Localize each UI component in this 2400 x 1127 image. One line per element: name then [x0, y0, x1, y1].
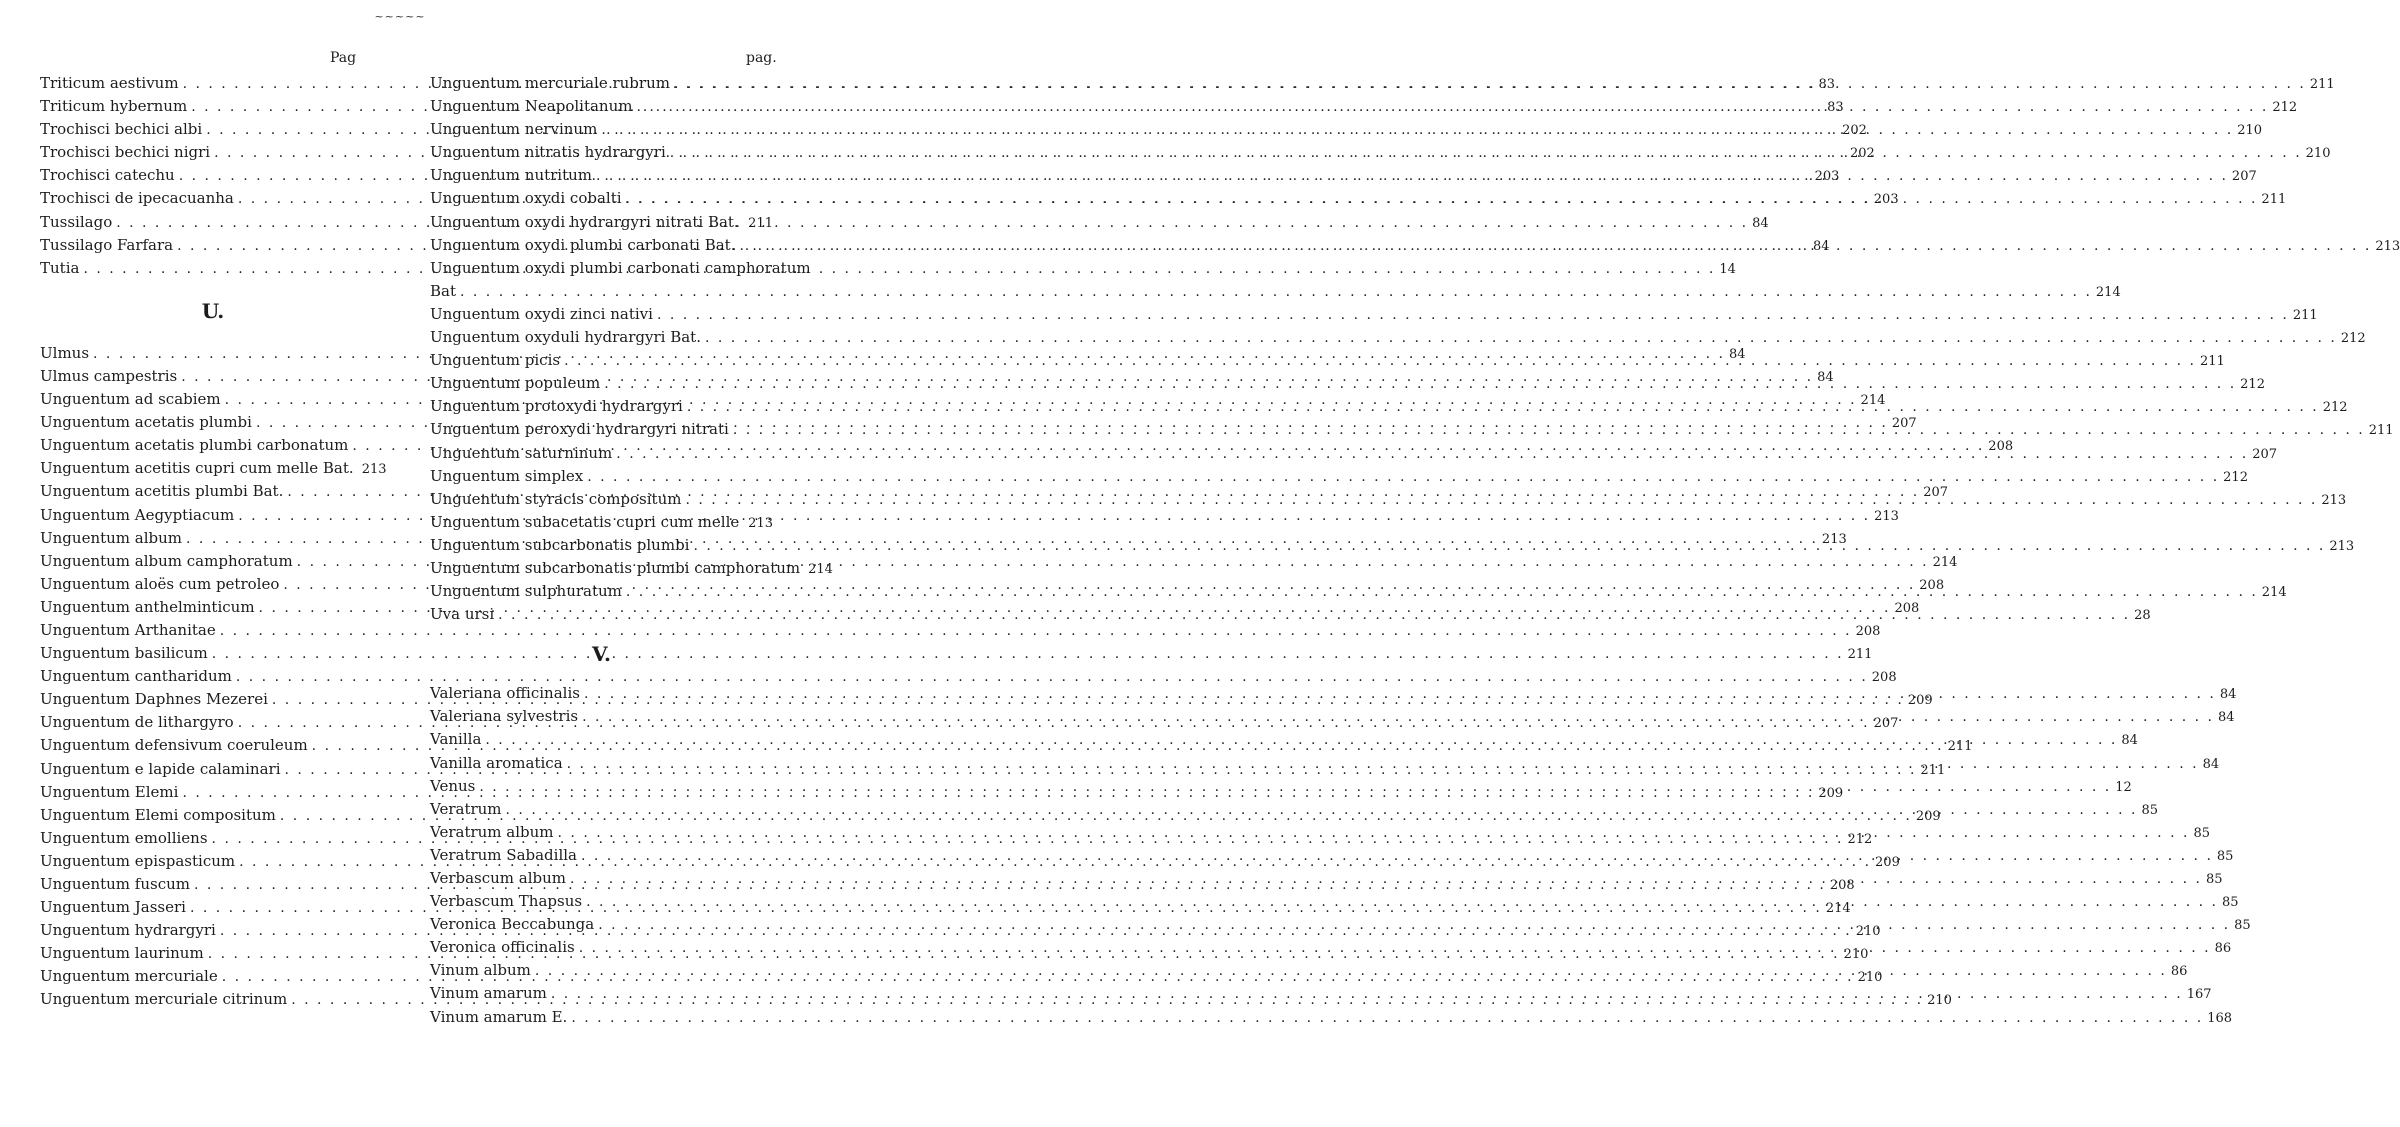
entry-page-number: 214 — [2261, 585, 2287, 601]
entry-page-number: 209 — [1818, 785, 1844, 801]
entry-page-number: 211 — [2309, 77, 2335, 92]
dot-leader — [670, 142, 2302, 165]
entry-name: Unguentum styracis compositum — [430, 489, 682, 508]
index-entry — [40, 665, 1897, 688]
index-entry — [430, 257, 811, 280]
entry-page-number: 207 — [1873, 716, 1899, 732]
entry-name: Unguentum Aegyptiacum — [40, 505, 235, 524]
dot-leader — [564, 350, 2196, 373]
entry-name: Unguentum aloës cum petroleo — [40, 574, 280, 593]
entry-name: Trochisci catechu — [40, 166, 175, 185]
entry-page-number: 214 — [1860, 393, 1886, 409]
entry-name: Ulmus — [40, 343, 90, 362]
index-entry — [430, 280, 2121, 303]
dot-leader — [551, 983, 2183, 1006]
entry-name: Tussilago — [40, 212, 113, 231]
entry-page-number: 212 — [2340, 331, 2366, 347]
entry-name: Bat — [430, 281, 456, 300]
entry-page-number: 214 — [1932, 554, 1958, 570]
entry-page-number: 168 — [2207, 1010, 2233, 1026]
entry-page-number: 212 — [2240, 377, 2265, 393]
entry-name: Unguentum populeum — [430, 374, 601, 393]
entry-name: Unguentum acetatis plumbi carbonatum — [40, 436, 349, 455]
entry-page-number: 213 — [2329, 538, 2355, 554]
entry-page-number: 210 — [1843, 947, 1869, 963]
dot-leader — [626, 188, 2258, 211]
entry-name: Unguentum oxyduli hydrargyri Bat. — [430, 328, 701, 347]
dot-leader — [733, 419, 2365, 442]
entry-name: Vinum amarum — [430, 984, 547, 1003]
entry-page-number: 84 — [2217, 710, 2235, 726]
dot-leader — [657, 304, 2289, 327]
entry-name: Unguentum album — [40, 528, 183, 547]
entry-page-number: 210 — [1855, 924, 1881, 940]
entry-name: Unguentum acetitis plumbi Bat. — [40, 482, 284, 501]
entry-page-number: 202 — [1842, 123, 1867, 139]
entry-page-number: 210 — [2305, 146, 2331, 162]
entry-name: Venus — [430, 776, 476, 795]
entry-name: Unguentum protoxydi hydrargyri — [430, 397, 683, 416]
entry-name: Unguentum nutritum — [430, 166, 593, 185]
entry-page-number: 84 — [1728, 346, 1746, 362]
dot-leader — [535, 960, 2167, 983]
entry-name: Unguentum peroxydi hydrargyri nitrati — [430, 420, 729, 439]
entry-name: Unguentum subcarbonatis plumbi camphoratum — [430, 558, 801, 577]
entry-name: Unguentum Arthanitae — [40, 620, 216, 639]
entry-page-number: 210 — [2237, 123, 2263, 139]
entry-name: Unguentum nervinum — [430, 120, 598, 139]
entry-page-number: 213 — [1874, 508, 1899, 524]
entry-page-number: 86 — [2170, 964, 2188, 980]
entry-name: Unguentum fuscum — [40, 875, 190, 893]
entry-page-number: 209 — [1875, 854, 1900, 870]
dot-leader — [116, 212, 1748, 235]
dot-leader — [685, 489, 2317, 512]
section-letter-u: U. — [201, 298, 225, 323]
dot-leader — [571, 1007, 2203, 1030]
entry-name: Unguentum epispasticum — [40, 851, 236, 870]
entry-name: Trochisci bechici albi — [40, 120, 203, 139]
entry-name: Vinum album — [430, 961, 531, 980]
entry-name: Unguentum subcarbonatis plumbi — [430, 535, 690, 554]
entry-name: Veratrum album — [430, 822, 554, 841]
entry-name: Unguentum laurinum — [40, 944, 204, 963]
dot-leader — [498, 604, 2130, 627]
entry-page-number: 12 — [2115, 779, 2132, 795]
dot-leader — [558, 822, 2190, 845]
entry-name: Vinum amarum E. — [430, 1007, 568, 1026]
entry-name: Unguentum picis — [430, 351, 561, 370]
entry-name: Tutia — [40, 258, 80, 277]
index-entry — [40, 457, 386, 480]
entry-page-number: 208 — [1829, 878, 1855, 893]
entry-name: Unguentum oxydi zinci nativi — [430, 304, 653, 323]
entry-name: Verbascum Thapsus — [430, 892, 583, 911]
entry-page-number: 83 — [1827, 100, 1844, 116]
entry-page-number: 85 — [2221, 895, 2239, 911]
entry-page-number: 202 — [1849, 146, 1875, 162]
entry-name: Unguentum e lapide calaminari — [40, 759, 281, 778]
index-entry — [430, 534, 2355, 557]
entry-page-number: 210 — [1857, 970, 1883, 986]
entry-name: Unguentum oxydi cobalti — [430, 189, 622, 208]
entry-name: Unguentum Jasseri — [40, 898, 186, 917]
dot-leader — [743, 512, 744, 535]
entry-page-number: 203 — [1873, 192, 1899, 208]
dot-leader — [460, 281, 2092, 304]
dot-leader — [582, 706, 2214, 729]
entry-name: Unguentum Neapolitanum — [430, 97, 633, 116]
entry-name: Verbascum album — [430, 869, 567, 887]
entry-name: Trochisci bechici nigri — [40, 143, 211, 162]
entry-page-number: 210 — [1927, 993, 1952, 1009]
entry-page-number: 207 — [1923, 485, 1949, 501]
entry-name: Trochisci de ipecacuanha — [40, 189, 234, 208]
entry-page-number: 203 — [1814, 169, 1840, 185]
entry-page-number: 85 — [2234, 918, 2251, 934]
entry-page-number: 209 — [1907, 693, 1933, 709]
entry-page-number: 86 — [2214, 941, 2232, 957]
entry-name: Uva ursi — [430, 605, 495, 624]
entry-name: Unguentum basilicum — [40, 644, 208, 663]
entry-page-number: 84 — [1813, 238, 1830, 254]
entry-name: Vanilla — [430, 730, 482, 749]
dot-leader — [687, 396, 2319, 419]
entry-page-number: 207 — [2252, 446, 2278, 462]
dot-leader — [485, 729, 2117, 752]
index-entry — [430, 465, 2248, 488]
entry-name: Triticum aestivum — [40, 74, 179, 92]
left-page-header: Pag — [330, 50, 357, 66]
entry-page-number: 84 — [2219, 687, 2237, 703]
dot-leader — [739, 235, 2371, 258]
entry-page-number: 212 — [1847, 831, 1873, 847]
entry-page-number: 212 — [2272, 100, 2298, 116]
entry-page-number: 209 — [1915, 808, 1941, 824]
entry-page-number: 28 — [2134, 608, 2151, 624]
entry-page-number: 85 — [2216, 848, 2234, 864]
entry-page-number: 214 — [1825, 901, 1851, 917]
entry-page-number: 211 — [1920, 762, 1946, 778]
entry-name: Unguentum oxydi hydrargyri nitrati Bat. — [430, 212, 739, 231]
entry-page-number: 85 — [2141, 802, 2158, 818]
entry-page-number: 213 — [2375, 238, 2400, 254]
entry-name: Unguentum hydrargyri — [40, 921, 216, 940]
entry-page-number: 214 — [808, 561, 833, 577]
entry-page-number: 85 — [2205, 872, 2223, 887]
entry-name: Unguentum acetitis cupri cum melle Bat. — [40, 459, 354, 478]
entry-name: Unguentum simplex — [430, 466, 584, 485]
entry-name: Unguentum mercuriale — [40, 967, 218, 986]
entry-page-number: 211 — [2261, 192, 2287, 208]
entry-page-number: 83 — [1818, 77, 1836, 92]
ornament-flourish: ~~~~~ — [374, 10, 426, 23]
entry-page-number: 84 — [2121, 733, 2138, 749]
entry-name: Unguentum emolliens — [40, 828, 208, 847]
entry-page-number: 207 — [1891, 416, 1917, 432]
index-entry — [430, 326, 2366, 349]
entry-page-number: 213 — [748, 515, 773, 531]
dot-leader — [567, 753, 2199, 776]
dot-leader — [570, 868, 2202, 891]
entry-page-number: 84 — [1752, 215, 1769, 231]
entry-page-number: 208 — [1871, 670, 1897, 686]
entry-name: Unguentum nitratis hydrargyri — [430, 143, 666, 162]
entry-page-number: 208 — [1988, 439, 2014, 455]
dot-leader — [581, 845, 2213, 868]
entry-name: Unguentum subacetatis cupri cum melle — [430, 512, 740, 531]
dot-leader — [479, 776, 2111, 799]
dot-leader — [626, 581, 2258, 604]
entry-page-number: 84 — [2202, 756, 2220, 772]
entry-name: Veratrum Sabadilla — [430, 845, 577, 864]
entry-name: Unguentum ad scabiem — [40, 390, 221, 409]
dot-leader — [705, 327, 2337, 350]
entry-name: Veratrum — [430, 799, 502, 818]
index-entry — [40, 619, 1881, 642]
dot-leader — [579, 937, 2211, 960]
index-entry — [430, 557, 833, 580]
entry-page-number: 211 — [1947, 739, 1973, 755]
entry-name: Unguentum de lithargyro — [40, 713, 234, 732]
dot-leader — [584, 683, 2216, 706]
entry-page-number: 211 — [2199, 354, 2225, 370]
entry-page-number: 211 — [748, 215, 773, 231]
entry-name: Unguentum Daphnes Mezerei — [40, 690, 268, 709]
entry-name: Ulmus campestris — [40, 366, 178, 385]
entry-name: Unguentum Elemi — [40, 782, 179, 801]
entry-page-number: 213 — [1821, 531, 1847, 547]
entry-page-number: 213 — [2321, 492, 2347, 508]
dot-leader — [598, 914, 2230, 937]
entry-page-number: 213 — [361, 462, 387, 478]
entry-name: Unguentum mercuriale citrinum — [40, 990, 288, 1009]
entry-page-number: 212 — [2223, 469, 2248, 485]
dot-leader — [636, 96, 2268, 119]
entry-name: Veronica officinalis — [430, 938, 575, 957]
entry-page-number: 211 — [2292, 307, 2318, 323]
entry-name: Unguentum anthelminticum — [40, 597, 255, 616]
dot-leader — [587, 466, 2219, 489]
entry-name: Tussilago Farfara — [40, 235, 174, 254]
entry-name: Veronica Beccabunga — [430, 915, 595, 934]
dot-leader — [674, 73, 2306, 96]
entry-page-number: 208 — [1894, 600, 1920, 616]
entry-page-number: 84 — [1817, 369, 1834, 385]
entry-name: Valeriana officinalis — [430, 684, 580, 703]
entry-page-number: 167 — [2186, 987, 2212, 1003]
entry-page-number: 208 — [1919, 577, 1945, 593]
entry-name: Unguentum oxydi plumbi carbonati Bat. — [430, 235, 736, 254]
entry-page-number: 212 — [2322, 400, 2348, 416]
entry-name: Unguentum cantharidum — [40, 667, 232, 686]
entry-name: Unguentum mercuriale rubrum — [430, 74, 670, 92]
entry-name: Valeriana sylvestris — [430, 707, 579, 726]
entry-page-number: 214 — [2095, 284, 2121, 300]
dot-leader — [83, 258, 1715, 281]
index-entry — [430, 211, 773, 234]
entry-name: Unguentum defensivum coeruleum — [40, 736, 308, 755]
right-page-header: pag. — [746, 50, 777, 66]
section-letter-v: V. — [592, 642, 611, 667]
index-entry — [40, 642, 1873, 665]
entry-page-number: 14 — [1719, 261, 1736, 277]
dot-leader — [616, 443, 2248, 466]
entry-page-number: 85 — [2193, 825, 2210, 841]
entry-name: Unguentum saturninum — [430, 443, 613, 462]
dot-leader — [604, 373, 2236, 396]
entry-page-number: 207 — [2231, 169, 2257, 185]
dot-leader — [506, 799, 2138, 822]
dot-leader — [743, 212, 744, 235]
entry-name: Unguentum acetatis plumbi — [40, 413, 252, 432]
dot-leader — [601, 119, 2233, 142]
entry-page-number: 211 — [2368, 423, 2394, 439]
entry-name: Triticum hybernum — [40, 97, 188, 116]
entry-page-number: 208 — [1855, 623, 1881, 639]
entry-name: Vanilla aromatica — [430, 753, 563, 772]
dot-leader — [596, 165, 2228, 188]
entry-page-number: 211 — [1847, 647, 1873, 663]
index-entry — [430, 1006, 2233, 1029]
dot-leader — [586, 891, 2218, 914]
index-entry — [430, 303, 2318, 326]
index-entry — [430, 511, 773, 534]
entry-name: Unguentum oxydi plumbi carbonati camphoratum — [430, 258, 811, 277]
dot-leader — [693, 535, 2325, 558]
entry-name: Unguentum Elemi compositum — [40, 805, 276, 824]
entry-name: Unguentum sulphuratum — [430, 582, 622, 601]
entry-name: Unguentum album camphoratum — [40, 551, 293, 570]
